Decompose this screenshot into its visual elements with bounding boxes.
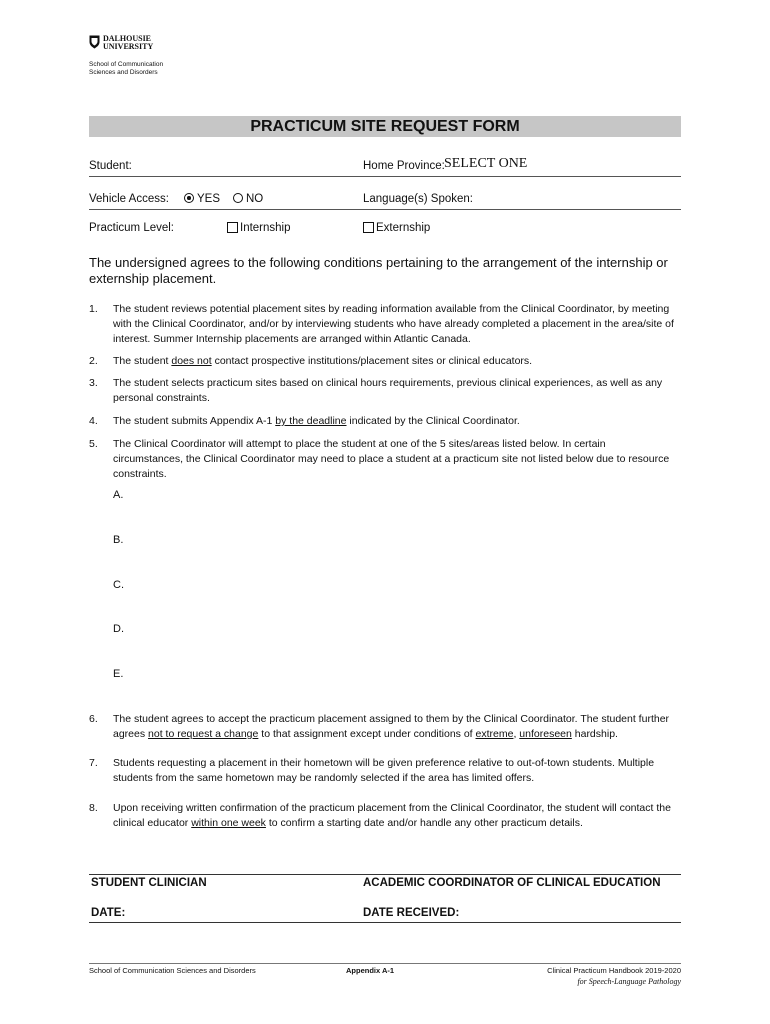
site-letter-d: D. <box>113 623 124 635</box>
site-letter-a: A. <box>113 489 124 501</box>
site-letter-c: C. <box>113 579 124 591</box>
vehicle-no-label: NO <box>246 193 264 205</box>
site-letter-b: B. <box>113 534 124 546</box>
date-line <box>89 922 681 923</box>
vehicle-yes-label: YES <box>197 193 221 205</box>
vehicle-yes-radio[interactable] <box>184 193 194 203</box>
internship-label: Internship <box>240 222 291 234</box>
site-letter-e: E. <box>113 668 124 680</box>
logo-line1: DALHOUSIE <box>103 34 152 43</box>
externship-label: Externship <box>376 222 431 234</box>
vehicle-access-label: Vehicle Access: <box>89 193 169 205</box>
school-name: School of Communication Sciences and Disorders <box>89 61 164 76</box>
home-province-label: Home Province: <box>363 160 445 172</box>
footer-handbook: Clinical Practicum Handbook 2019-2020 for Speech-Language Pathology <box>547 966 681 986</box>
student-clinician-label: STUDENT CLINICIAN <box>91 877 207 889</box>
vehicle-row <box>89 189 681 210</box>
practicum-level-label: Practicum Level: <box>89 222 175 234</box>
student-row <box>89 156 681 177</box>
languages-label: Language(s) Spoken: <box>363 193 473 205</box>
academic-coordinator-label: ACADEMIC COORDINATOR OF CLINICAL EDUCATION <box>363 877 661 889</box>
date-received-label: DATE RECEIVED: <box>363 907 460 919</box>
agreement-intro: The undersigned agrees to the following conditions pertaining to the arrangement of the internship or externship placement. <box>89 255 668 286</box>
footer-appendix: Appendix A-1 <box>346 966 395 975</box>
student-label: Student: <box>89 160 132 172</box>
university-logo <box>89 35 153 51</box>
date-label: DATE: <box>91 907 126 919</box>
footer-school: School of Communication Sciences and Disorders <box>89 966 256 975</box>
vehicle-no-radio[interactable] <box>233 193 243 203</box>
footer-divider <box>89 963 681 964</box>
home-province-select[interactable]: SELECT ONE <box>444 156 528 171</box>
form-title: PRACTICUM SITE REQUEST FORM <box>89 116 681 137</box>
internship-checkbox[interactable] <box>227 222 238 233</box>
shield-icon <box>89 35 100 49</box>
externship-checkbox[interactable] <box>363 222 374 233</box>
signature-line <box>89 874 681 875</box>
practicum-level-row <box>89 218 681 238</box>
logo-line2: UNIVERSITY <box>103 42 154 51</box>
